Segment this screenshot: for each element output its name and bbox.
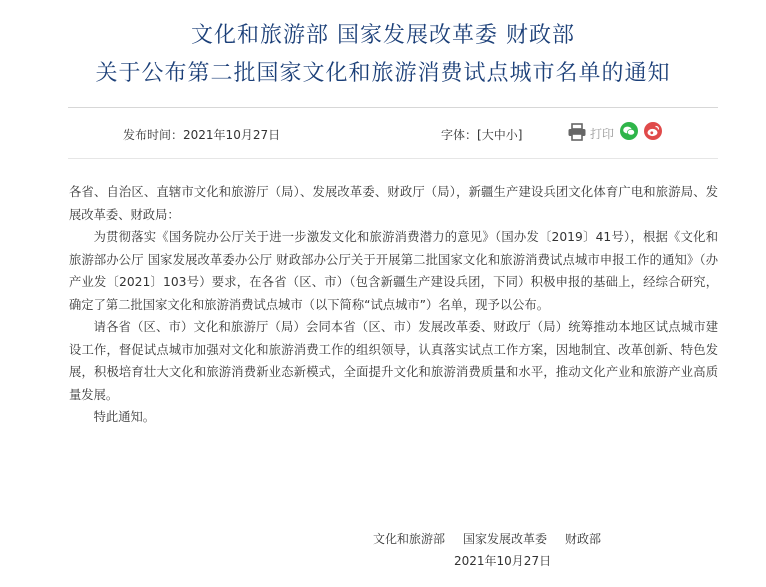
weibo-icon[interactable] <box>644 122 662 140</box>
title-line-2: 关于公布第二批国家文化和旅游消费试点城市名单的通知 <box>95 61 671 86</box>
font-size-label: 字体： <box>441 128 478 142</box>
print-button[interactable] <box>567 123 614 144</box>
title-line-1: 文化和旅游部 国家发展改革委 财政部 <box>191 23 575 48</box>
signature-orgs <box>373 530 619 547</box>
font-bracket-open: [ <box>477 128 482 142</box>
signature-org-3: 财政部 <box>565 532 602 546</box>
publish-date: 2021年10月27日 <box>183 128 281 142</box>
publish-info <box>123 126 280 143</box>
paragraph-2: 请各省（区、市）文化和旅游厅（局）会同本省（区、市）发展改革委、财政厅（局）统筹推动本地区试点城市建设工作，督促试点城市加强对文化和旅游消费工作的组织领导，认真落实试点工作方案，因地制宜、改革创新、特色发展，积极培育壮大文化和旅游消费新业态新模式，全面提升文化和旅游消费质量和水平，推动文化产业和旅游产业高质量发展。 <box>69 320 718 402</box>
print-label: 打印 <box>590 127 615 141</box>
paragraph-1: 为贯彻落实《国务院办公厅关于进一步激发文化和旅游消费潜力的意见》（国办发〔2019〕41号），根据《文化和旅游部办公厅 国家发展改革委办公厅 财政部办公厅关于开展第二批国家文化和旅游消费试点城市申报工作的通知》（办产业发〔2021〕103号）要求，在各省（区、市）（包含新疆生产建设兵团，下同）积极申报的基础上，经综合研究，确定了第二批国家文化和旅游消费试点城市（以下简称“试点城市”）名单，现予以公布。 <box>69 230 718 312</box>
signature-date: 2021年10月27日 <box>454 554 552 568</box>
meta-divider <box>68 158 718 159</box>
wechat-icon[interactable] <box>620 122 638 140</box>
font-large-button[interactable]: 大 <box>481 128 494 142</box>
article-body <box>69 181 718 429</box>
closing: 特此通知。 <box>93 410 156 424</box>
font-medium-button[interactable]: 中 <box>493 128 506 142</box>
font-bracket-close: ] <box>517 128 523 142</box>
salutation: 各省、自治区、直辖市文化和旅游厅（局）、发展改革委、财政厅（局），新疆生产建设兵团文化体育广电和旅游局、发展改革委、财政局： <box>69 185 718 222</box>
signature-org-2: 国家发展改革委 <box>463 532 548 546</box>
header-divider <box>68 107 718 108</box>
signature-org-1: 文化和旅游部 <box>373 532 446 546</box>
publish-label: 发布时间： <box>123 128 184 142</box>
font-size-controls <box>441 126 522 143</box>
font-small-button[interactable]: 小 <box>505 128 518 142</box>
printer-icon <box>567 123 587 144</box>
